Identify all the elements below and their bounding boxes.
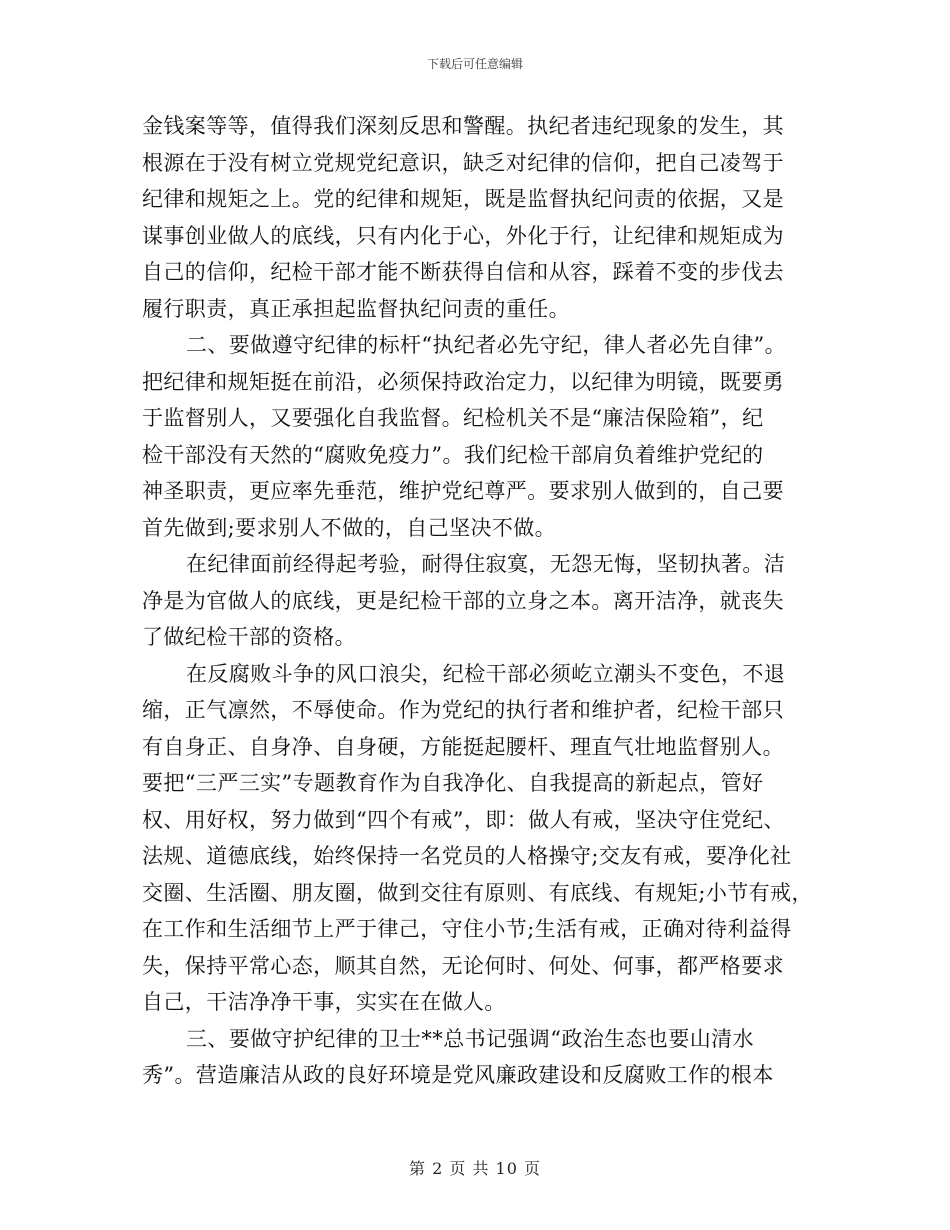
text-line: 于监督别人，又要强化自我监督。纪检机关不是“廉洁保险箱”，纪: [142, 406, 764, 430]
text-line: 权、用好权，努力做到“四个有戒”，即：做人有戒，坚决守住党纪、: [142, 807, 785, 832]
paragraph-first-line: 二、要做遵守纪律的标杆“执纪者必先守纪，律人者必先自律”。: [186, 333, 787, 357]
text-line: 自己，干洁净净干事，实实在在做人。: [142, 990, 506, 1014]
text-line: 法规、道德底线，始终保持一名党员的人格操守;交友有戒，要净化社: [142, 844, 792, 868]
text-line: 交圈、生活圈、朋友圈，做到交往有原则、有底线、有规矩;小节有戒，: [142, 880, 813, 905]
page-header: 下载后可任意编辑: [426, 57, 523, 71]
text-line: 神圣职责，更应率先垂范，维护党纪尊严。要求别人做到的，自己要: [142, 479, 784, 503]
text-line: 纪律和规矩之上。党的纪律和规矩，既是监督执纪问责的依据，又是: [142, 187, 784, 211]
paragraph-first-line: 在反腐败斗争的风口浪尖，纪检干部必须屹立潮头不变色，不退: [186, 661, 786, 686]
text-line: 秀”。营造廉洁从政的良好环境是党风廉政建设和反腐败工作的根本: [142, 1063, 774, 1087]
text-line: 把纪律和规矩挺在前沿，必须保持政治定力，以纪律为明镜，既要勇: [142, 369, 784, 394]
text-line: 有自身正、自身净、自身硬，方能挺起腰杆、理直气壮地监督别人。: [142, 734, 784, 759]
text-line: 要把“三严三实”专题教育作为自我净化、自我提高的新起点，管好: [142, 771, 764, 795]
text-line: 缩，正气凛然，不辱使命。作为党纪的执行者和维护者，纪检干部只: [142, 698, 784, 722]
text-line: 自己的信仰，纪检干部才能不断获得自信和从容，踩着不变的步伐去: [142, 260, 784, 284]
document-body: [142, 108, 822, 1094]
text-line: 谋事创业做人的底线，只有内化于心，外化于行，让纪律和规矩成为: [142, 223, 784, 248]
text-line: 金钱案等等，值得我们深刻反思和警醒。执纪者违纪现象的发生，其: [142, 114, 784, 138]
text-line: 在工作和生活细节上严于律己，守住小节;生活有戒，正确对待利益得: [142, 917, 792, 941]
text-line: 失，保持平常心态，顺其自然，无论何时、何处、何事，都严格要求: [142, 953, 784, 978]
text-line: 履行职责，真正承担起监督执纪问责的重任。: [142, 296, 570, 321]
paragraph-first-line: 在纪律面前经得起考验，耐得住寂寞，无怨无悔，坚韧执著。洁: [186, 552, 786, 576]
text-line: 了做纪检干部的资格。: [142, 625, 356, 649]
text-line: 首先做到;要求别人不做的，自己坚决不做。: [142, 515, 557, 540]
text-line: 净是为官做人的底线，更是纪检干部的立身之本。离开洁净，就丧失: [142, 588, 784, 613]
paragraph-first-line: 三、要做守护纪律的卫士**总书记强调“政治生态也要山清水: [186, 1026, 754, 1051]
text-line: 检干部没有天然的“腐败免疫力”。我们纪检干部肩负着维护党纪的: [142, 442, 764, 467]
text-line: 根源在于没有树立党规党纪意识，缺乏对纪律的信仰，把自己凌驾于: [142, 150, 784, 175]
page-number: 第 2 页 共 10 页: [409, 1159, 541, 1178]
